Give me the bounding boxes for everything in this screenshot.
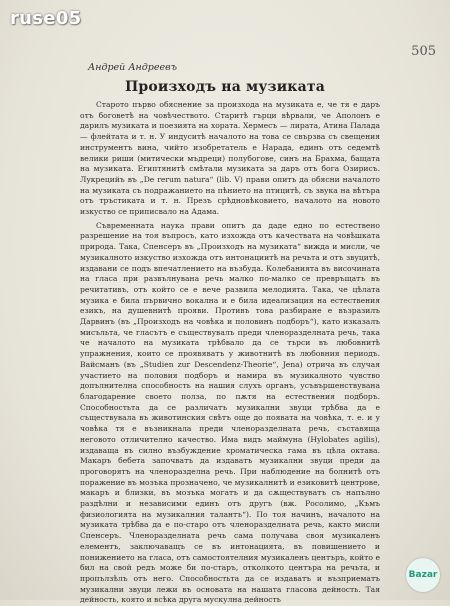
article-body	[80, 100, 380, 605]
paragraph: Старото първо обяснение за произхода на музиката е, че тя е даръ отъ боговетѣ на човѣчеството. Старитѣ гърци вѣрвали, че Аполонъ е дарилъ музиката и поезията на хората. Хермесъ — лирата, Атина Палада — флейтата и т. н. У индуситѣ началото на това се свързва съ свещения инструментъ вина, чийто изобретатель е Нарада, единъ отъ седемтѣ велики риши (митически мъдреци) полубогове, синъ на Брахма, бащата на музиката. Египтянитѣ смѣтали музиката за даръ отъ бога Озирисъ. Лукрецийъ въ „De rerum natura“ (lib. V) прави опитъ да обясни началото на музиката съ подражанието на пѣнието на птицитѣ, съ звука на вѣтъра отъ тръстиката и т. н. Презъ срѣдновѣковието, началото на новото изкуство се приписвало на Адама.	[80, 100, 380, 217]
running-header-author: Андрей Андреевъ	[88, 62, 177, 73]
page-number: 505	[411, 44, 436, 59]
paragraph: Съвременната наука прави опитъ да даде едно по естествено разрешение на тоя въпросъ, като изхожда отъ качествата на човѣшката природа. Така, Спенсеръ въ „Произходъ на музиката“ вижда и мисли, че музикалното изкуство изхожда отъ интонациитѣ на речьта и отъ звуцитѣ, издавани се подъ впечатлението на възбуда. Колебанията въ височината на гласа при развълнувана речь малко по-малко се превръщатъ въ речитативъ, отъ който се е вече развила мелодията. Така, че цѣлата музика е била първично вокална и е била идеализация на естествения езикъ, на душевнитѣ прояви. Противъ това разбиране е възразилъ Дарвинъ (въ „Произходъ на човѣка и половинъ подборъ“), като изказалъ мисъльта, че гласътъ е съществувалъ преди членоразделната речь, така че началото на музиката трѣбвало да се търси въ любовнитѣ упражнения, които се проявяватъ у животнитѣ въ любовния периодъ. Вайсманъ (въ „Studien zur Descendenz-Theorie“, Jena) отрича въ случая участието на половия подборъ и намира въ музикалното чувство допълнителна способность на нашия слухъ органъ, усъвършенствувана благодарение своето полза, по пѫтя на естествения подборъ. Способностьта да се различатъ музикални звуци трѣбва да е съществувала въ животинския свѣтъ още до появата на човѣка, т. е. и у човѣка тя е възникнала преди членоразделната речь, съставяща неговото отличително качество. Има видъ маймуна (Hylobates agilis), издаваща въ силно възбуждение хроматическа гама въ цѣла октава. Макаръ бебета започватъ да издаватъ музикални звуци преди да проговорятъ на членоразделна речь. При наблюдение на болнитѣ отъ поражение въ мозъка прозначено, че музикалнитѣ и езиковитѣ центрове, макаръ и близки, въ мозъка могатъ и да сѫществуватъ съ напълно раздѣлни и независими единъ отъ другъ (вж. Росолимо, „Къмъ физиологията на музикалния талантъ“). По тоя начинъ, началото на музиката трѣбва да е по-старо отъ членоразделната речь, както мисли Спенсеръ. Членоразделната речь сама получава своя музикаленъ елементъ, заключаващъ се въ интонацията, въ повишението и понижението на гласа, отъ самостоятелния музикаленъ центъръ, който е бил на свой редъ може би по-старъ, отколкото центъра на речьта, и пропълзѣлъ отъ него. Способностьта да се издаватъ и възприематъ музикални звуци лежи въ основата на нашата гласова дейность. Тая дейность, която и всѣка друга мускулна дейность	[80, 220, 380, 605]
watermark-logo: ruse05	[10, 8, 82, 29]
article-title: Произходъ на музиката	[124, 79, 326, 95]
bazar-badge-label: Bazar	[408, 570, 438, 580]
bazar-badge	[406, 558, 440, 592]
